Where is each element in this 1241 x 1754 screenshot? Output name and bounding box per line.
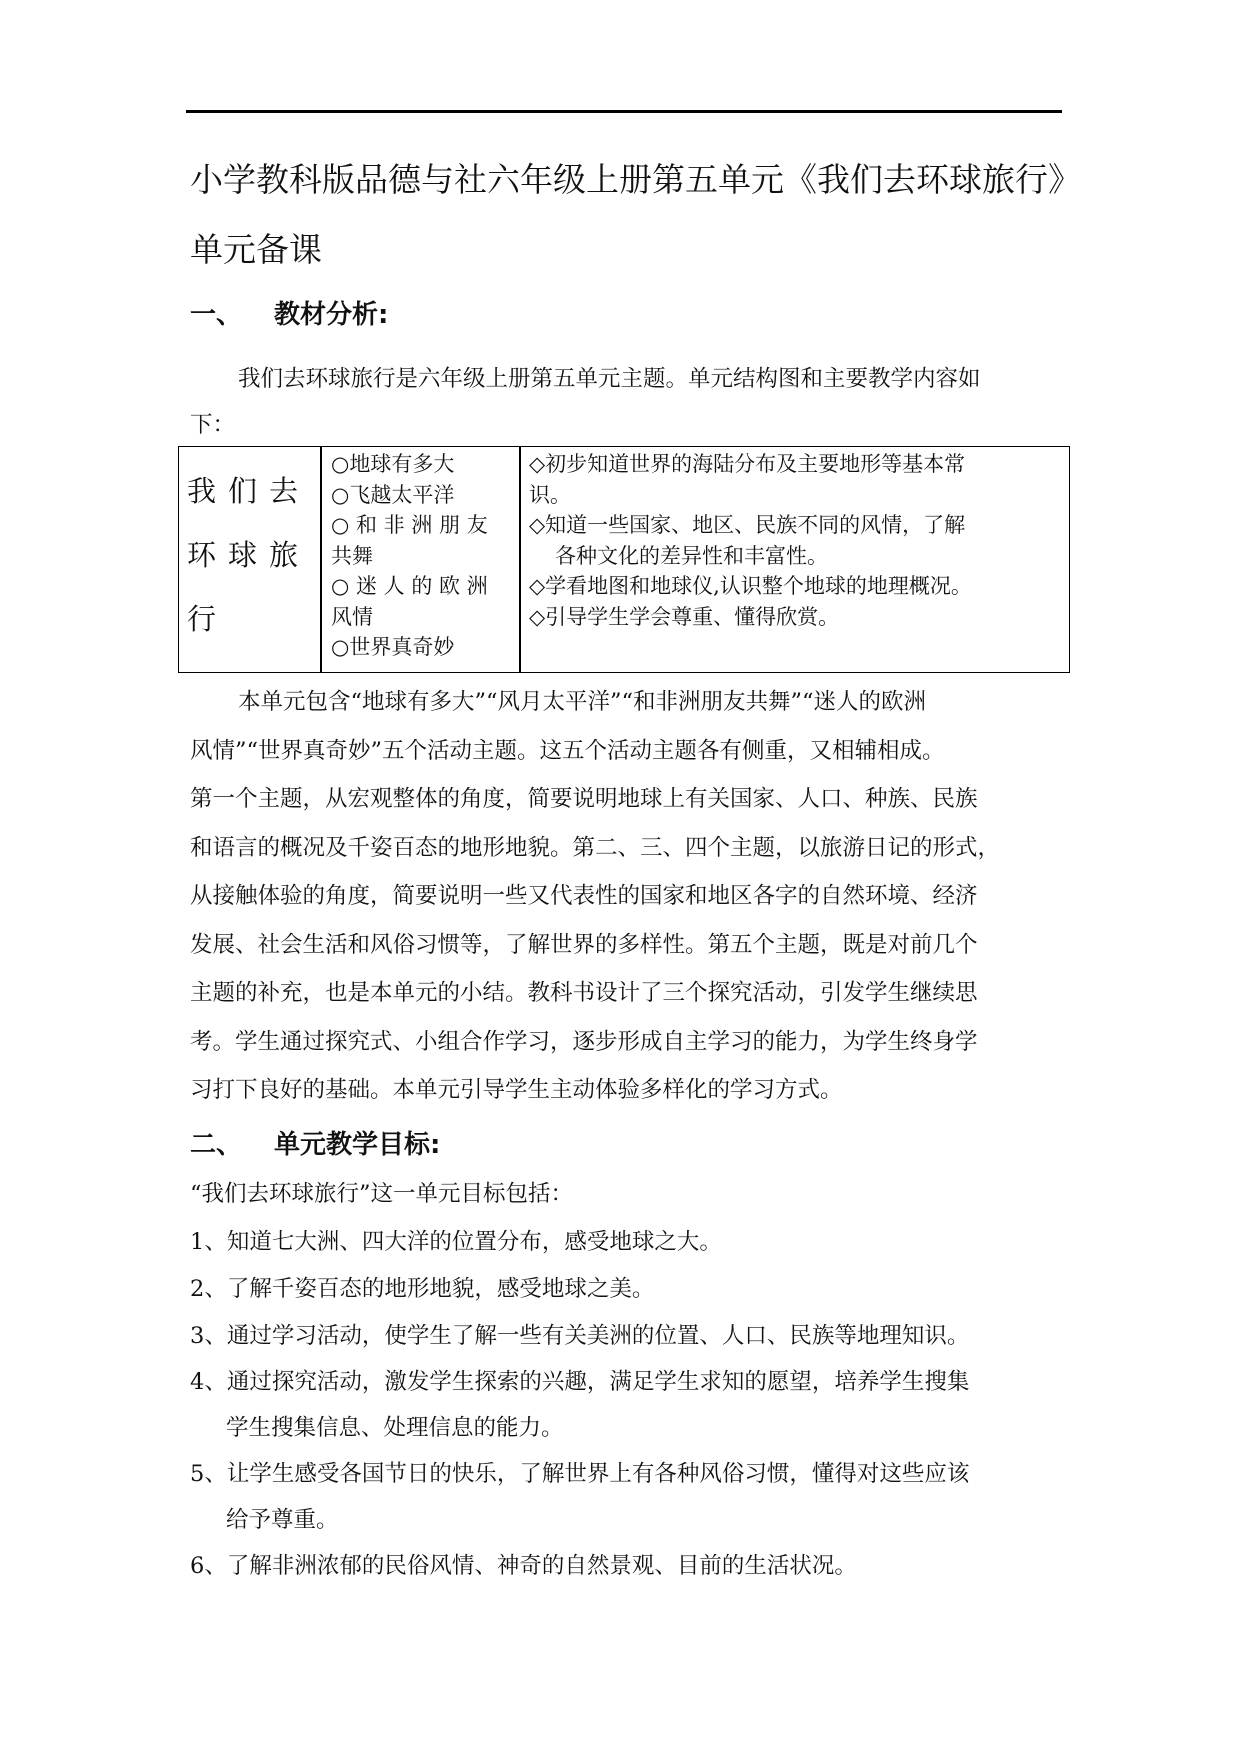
topic-item: ○世界真奇妙 — [331, 635, 455, 659]
document-title-line2: 单元备课 — [190, 230, 322, 269]
paragraph-line: 第一个主题，从宏观整体的角度，简要说明地球上有关国家、人口、种族、民族 — [190, 786, 978, 812]
goal-item: 2、了解千姿百态的地形地貌，感受地球之美。 — [190, 1276, 655, 1302]
topic-item: ○ 迷 人 的 欧 洲 — [331, 574, 488, 598]
paragraph-line: 发展、社会生活和风俗习惯等，了解世界的多样性。第五个主题，既是对前几个 — [190, 931, 978, 958]
paragraph-line: 习打下良好的基础。本单元引导学生主动体验多样化的学习方式。 — [190, 1077, 843, 1103]
section-number: 二、 — [190, 1130, 243, 1160]
topic-item: ○ 和 非 洲 朋 友 — [331, 513, 488, 537]
content-item: ◇引导学生学会尊重、懂得欣赏。 — [529, 604, 840, 629]
section-heading-1 — [190, 298, 388, 332]
content-item: ◇知道一些国家、地区、民族不同的风情，了解 — [529, 513, 966, 537]
unit-structure-table — [178, 446, 1070, 673]
paragraph-line: 风情”“世界真奇妙”五个活动主题。这五个活动主题各有侧重，又相辅相成。 — [190, 737, 945, 764]
content-cell — [529, 449, 1069, 632]
paragraph-line: 本单元包含“地球有多大”“风月太平洋”“和非洲朋友共舞”“迷人的欧洲 — [238, 689, 927, 715]
header-rule — [186, 110, 1062, 113]
goal-item: 3、通过学习活动，使学生了解一些有关美洲的位置、人口、民族等地理知识。 — [190, 1323, 970, 1349]
goal-item-cont: 学生搜集信息、处理信息的能力。 — [226, 1415, 564, 1441]
unit-name-line: 行 — [187, 602, 229, 636]
content-item: ◇学看地图和地球仪,认识整个地球的地理概况。 — [529, 574, 972, 598]
paragraph-line: 和语言的概况及千姿百态的地形地貌。第二、三、四个主题，以旅游日记的形式， — [190, 834, 1001, 861]
goal-item: 4、通过探究活动，激发学生探索的兴趣，满足学生求知的愿望，培养学生搜集 — [190, 1369, 970, 1395]
table-divider — [519, 447, 521, 672]
intro-text: 我们去环球旅行是六年级上册第五单元主题。单元结构图和主要教学内容如 — [238, 366, 981, 392]
goal-item-cont: 给予尊重。 — [226, 1507, 339, 1533]
goals-intro: “我们去环球旅行”这一单元目标包括： — [190, 1181, 574, 1207]
topic-item: 共舞 — [331, 543, 373, 568]
goal-item: 1、知道七大洲、四大洋的位置分布，感受地球之大。 — [190, 1229, 722, 1255]
analysis-paragraph — [190, 678, 1070, 1115]
section-label: 单元教学目标: — [274, 1130, 441, 1160]
unit-name-line: 环球旅 — [187, 538, 311, 572]
unit-name-line: 我们去 — [187, 474, 311, 508]
goal-item: 5、让学生感受各国节日的快乐，了解世界上有各种风俗习惯，懂得对这些应该 — [190, 1461, 970, 1487]
topic-item: ○地球有多大 — [331, 452, 455, 476]
goal-item: 6、了解非洲浓郁的民俗风情、神奇的自然景观、目前的生活状况。 — [190, 1553, 857, 1579]
section-number: 一、 — [190, 300, 243, 330]
paragraph-line: 从接触体验的角度，简要说明一些又代表性的国家和地区各字的自然环境、经济 — [190, 883, 978, 909]
topics-cell — [331, 449, 509, 663]
intro-text-cont: 下： — [190, 412, 236, 438]
content-item: 各种文化的差异性和丰富性。 — [555, 543, 828, 568]
document-title-line1: 小学教科版品德与社六年级上册第五单元《我们去环球旅行》 — [190, 160, 1081, 199]
paragraph-line: 考。学生通过探究式、小组合作学习，逐步形成自主学习的能力，为学生终身学 — [190, 1028, 978, 1055]
paragraph-line: 主题的补充，也是本单元的小结。教科书设计了三个探究活动，引发学生继续思 — [190, 980, 978, 1006]
content-item: ◇初步知道世界的海陆分布及主要地形等基本常 — [529, 452, 966, 476]
section-heading-2 — [190, 1128, 440, 1162]
topic-item: 风情 — [331, 604, 373, 629]
content-item: 识。 — [529, 482, 571, 507]
section-label: 教材分析: — [274, 300, 389, 330]
topic-item: ○飞越太平洋 — [331, 482, 455, 507]
